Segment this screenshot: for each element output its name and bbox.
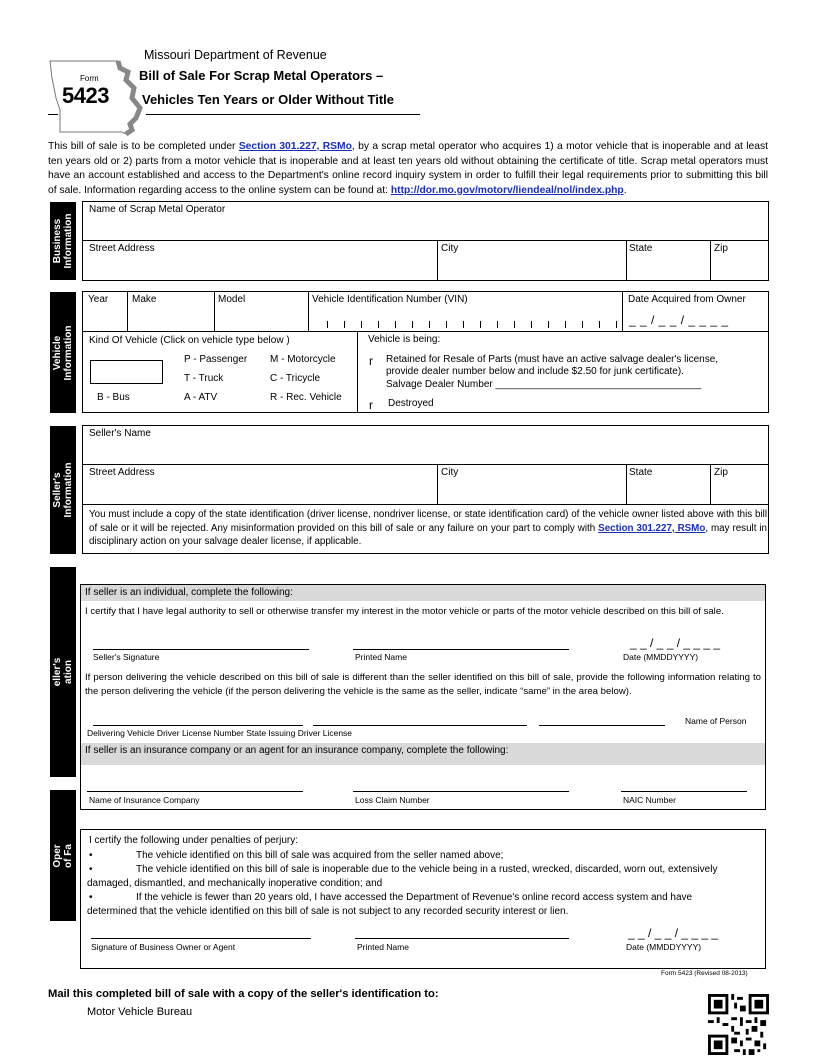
- vin-tick: [395, 321, 396, 328]
- certification-box: [80, 584, 766, 810]
- vin-tick: [327, 321, 328, 328]
- naic-line[interactable]: [621, 791, 747, 792]
- delivery-license-line[interactable]: [93, 725, 303, 726]
- business-info-box: [82, 201, 769, 281]
- operator-item-3a: If the vehicle is fewer than 20 years old, I have accessed the Department of Revenue's online record access system and have: [136, 892, 693, 903]
- retained-text-1: Retained for Resale of Parts (must have an active salvage dealer's license,: [386, 354, 719, 365]
- business-city-field[interactable]: [438, 241, 627, 280]
- type-passenger[interactable]: P - Passenger: [184, 354, 248, 365]
- seller-zip-field[interactable]: [711, 465, 769, 505]
- type-truck[interactable]: T - Truck: [184, 373, 224, 384]
- vehicle-being-area: [358, 332, 769, 412]
- owner-date-label: Date (MMDDYYYY): [626, 942, 702, 952]
- type-bus[interactable]: B - Bus: [97, 392, 130, 403]
- seller-state-field[interactable]: [627, 465, 711, 505]
- year-label: Year: [88, 294, 109, 305]
- seller-bar-label-1: Seller's: [52, 472, 63, 508]
- delivery-labels: Delivering Vehicle Driver License Number State Issuing Driver License: [87, 728, 353, 738]
- delivery-text: If person delivering the vehicle described on this bill of sale is different than the seller identified on this bill of sale, provide the following information relating to the person delivering the vehicle (if the person delivering the vehicle is the same as the seller, indicate “same” in the area below).: [85, 672, 761, 697]
- type-tricycle[interactable]: C - Tricycle: [270, 373, 320, 384]
- naic-label: NAIC Number: [623, 795, 676, 805]
- seller-street-label: Street Address: [89, 467, 155, 478]
- destroyed-radio[interactable]: r: [369, 398, 373, 412]
- individual-header: If seller is an individual, complete the following:: [85, 587, 293, 598]
- model-label: Model: [218, 294, 246, 305]
- department-name: Missouri Department of Revenue: [144, 48, 327, 62]
- bureau-name: Motor Vehicle Bureau: [87, 1006, 193, 1018]
- make-field[interactable]: [128, 292, 215, 332]
- seller-city-field[interactable]: [438, 465, 627, 505]
- destroyed-text: Destroyed: [388, 398, 434, 409]
- business-street-label: Street Address: [89, 243, 155, 254]
- cert-bar-label-2: ation: [63, 660, 74, 684]
- kind-of-vehicle-area: [83, 332, 358, 412]
- bullet-1: •: [89, 850, 93, 861]
- seller-printed-name-label: Printed Name: [355, 652, 407, 662]
- owner-printed-name-line[interactable]: [355, 938, 569, 939]
- vin-tick: [497, 321, 498, 328]
- vin-tick: [480, 321, 481, 328]
- delivery-name-line[interactable]: [539, 725, 665, 726]
- operator-name-label: Name of Scrap Metal Operator: [89, 204, 226, 215]
- loss-claim-label: Loss Claim Number: [355, 795, 430, 805]
- operator-item-2a: The vehicle identified on this bill of sale is inoperable due to the vehicle being in a rusted, wrecked, discarded, worn out, extensively: [136, 864, 718, 875]
- insurance-company-label: Name of Insurance Company: [89, 795, 200, 805]
- seller-name-label: Seller's Name: [89, 428, 151, 439]
- insurance-company-line[interactable]: [87, 791, 303, 792]
- type-motorcycle[interactable]: M - Motorcycle: [270, 354, 336, 365]
- type-rec-vehicle[interactable]: R - Rec. Vehicle: [270, 392, 342, 403]
- intro-text-1: This bill of sale is to be completed under: [48, 141, 239, 152]
- notice-statute-link[interactable]: Section 301.227, RSMo: [598, 522, 706, 534]
- intro-text-3: .: [623, 184, 627, 196]
- seller-section-bar: [50, 426, 76, 554]
- model-field[interactable]: [215, 292, 309, 332]
- vin-tick: [599, 321, 600, 328]
- id-notice-text-1: You must include a copy of the state identification (driver license, nondriver license, or state identification card) of the vehicle owner listed above with this bill of sale or it will be rejected. Any misinformation provided on this bill of sale or any failure on your part to comply with: [89, 509, 767, 534]
- vehicle-section-bar: [50, 292, 76, 413]
- seller-signature-line[interactable]: [93, 649, 309, 650]
- salvage-dealer-number[interactable]: Salvage Dealer Number _____________________________________: [386, 379, 702, 390]
- owner-printed-name-label: Printed Name: [357, 942, 409, 952]
- date-acquired-label: Date Acquired from Owner: [628, 294, 746, 305]
- vehicle-bar-label-1: Vehicle: [52, 335, 63, 370]
- operator-certify-box: [80, 829, 766, 969]
- name-of-person-label: Name of Person: [685, 716, 747, 726]
- business-state-field[interactable]: [627, 241, 711, 280]
- vin-tick: [378, 321, 379, 328]
- seller-state-label: State: [629, 467, 653, 478]
- bullet-3: •: [89, 892, 93, 903]
- seller-info-box: [82, 425, 769, 554]
- operator-bar-label-2: of Fa: [63, 843, 74, 868]
- seller-city-label: City: [441, 467, 459, 478]
- business-zip-field[interactable]: [711, 241, 769, 280]
- seller-bar-label-2: Information: [63, 462, 74, 518]
- vin-tick: [514, 321, 515, 328]
- online-system-link[interactable]: http://dor.mo.gov/motorv/liendeal/nol/index.php: [390, 184, 624, 196]
- owner-date-mask[interactable]: _ _ / _ _ / _ _ _ _: [628, 926, 719, 940]
- vin-field[interactable]: [309, 292, 623, 332]
- operator-bar-label-1: Oper: [52, 843, 63, 868]
- seller-date-label: Date (MMDDYYYY): [623, 652, 699, 662]
- seller-name-field[interactable]: [83, 426, 769, 465]
- operator-item-1: The vehicle identified on this bill of sale was acquired from the seller named above;: [136, 850, 504, 861]
- vin-tick: [361, 321, 362, 328]
- vin-tick: [344, 321, 345, 328]
- vin-tick: [531, 321, 532, 328]
- seller-street-field[interactable]: [83, 465, 438, 505]
- operator-certify-intro: I certify the following under penalties of perjury:: [89, 835, 298, 846]
- seller-signature-label: Seller's Signature: [93, 652, 160, 662]
- business-zip-label: Zip: [714, 243, 728, 254]
- intro-text-2: , by a scrap metal operator who acquires 1) a motor vehicle that is inoperable and at least ten years old or 2) parts from a motor vehicle that is inoperable and at least ten years old without obtaining the certificate of title. Scrap metal operators must have an account established and access to the Department's online record inquiry system in order to fulfill their legal requirements prior to submitting this bill of sale. Information regarding access to the online system can be found at:: [48, 141, 768, 196]
- business-bar-label-2: Information: [63, 213, 74, 269]
- seller-zip-label: Zip: [714, 467, 728, 478]
- business-state-label: State: [629, 243, 653, 254]
- form-label: Form: [80, 74, 99, 83]
- certification-section-bar: [50, 567, 76, 777]
- date-acquired-mask: _ _ / _ _ / _ _ _ _: [629, 313, 729, 327]
- vin-tick: [463, 321, 464, 328]
- vehicle-being-label: Vehicle is being:: [368, 334, 441, 345]
- owner-signature-line[interactable]: [91, 938, 311, 939]
- seller-printed-name-line[interactable]: [353, 649, 569, 650]
- id-notice-text-2: , may result in disciplinary action on your salvage dealer license, if applicable.: [89, 522, 768, 548]
- form-title-line2: Vehicles Ten Years or Older Without Title: [142, 92, 395, 107]
- make-label: Make: [132, 294, 157, 305]
- business-street-field[interactable]: [83, 241, 438, 280]
- year-field[interactable]: [83, 292, 128, 332]
- mail-instruction: Mail this completed bill of sale with a copy of the seller's identification to:: [48, 988, 439, 1000]
- operator-item-2b: damaged, dismantled, and mechanically inoperative condition; and: [87, 878, 383, 889]
- header-left-dash: [48, 114, 58, 115]
- kind-of-vehicle-label: Kind Of Vehicle (Click on vehicle type below ): [89, 335, 290, 346]
- retained-text-2: provide dealer number below and include $2.50 for junk certificate).: [386, 366, 684, 377]
- retained-radio[interactable]: r: [369, 354, 373, 368]
- type-atv[interactable]: A - ATV: [184, 392, 218, 403]
- loss-claim-line[interactable]: [353, 791, 569, 792]
- vin-tick: [548, 321, 549, 328]
- qr-code-icon: [708, 994, 769, 1055]
- vin-tick: [446, 321, 447, 328]
- vin-tick: [412, 321, 413, 328]
- seller-date-mask[interactable]: _ _ / _ _ / _ _ _ _: [630, 636, 721, 650]
- operator-item-3b: determined that the vehicle identified on this bill of sale is not subject to any recorded security interest or lien.: [87, 906, 569, 917]
- form-revision: Form 5423 (Revised 08-2013): [661, 970, 748, 977]
- operator-name-field[interactable]: [83, 202, 769, 241]
- business-section-bar: [50, 202, 76, 280]
- operator-section-bar: [50, 790, 76, 921]
- vin-tick: [565, 321, 566, 328]
- form-title-line1: Bill of Sale For Scrap Metal Operators –: [139, 68, 384, 83]
- vehicle-info-box: [82, 291, 769, 413]
- business-city-label: City: [441, 243, 459, 254]
- header-rule: [146, 114, 420, 115]
- statute-link[interactable]: Section 301.227, RSMo: [238, 141, 352, 152]
- vehicle-type-input[interactable]: [90, 360, 163, 384]
- delivery-state-line[interactable]: [313, 725, 527, 726]
- individual-certify-text: I certify that I have legal authority to sell or otherwise transfer my interest in the motor vehicle or parts of the motor vehicle described on this bill of sale.: [85, 606, 724, 617]
- insurance-header: If seller is an insurance company or an agent for an insurance company, complete the following:: [85, 745, 509, 756]
- bullet-2: •: [89, 864, 93, 875]
- owner-signature-label: Signature of Business Owner or Agent: [91, 942, 236, 952]
- intro-paragraph: [48, 140, 768, 198]
- id-notice: [89, 508, 767, 549]
- form-number: 5423: [62, 83, 109, 108]
- vin-tick: [582, 321, 583, 328]
- vin-tick: [429, 321, 430, 328]
- cert-bar-label-1: eller's: [52, 657, 63, 687]
- vehicle-bar-label-2: Information: [63, 325, 74, 380]
- date-acquired-field[interactable]: [623, 292, 769, 332]
- business-bar-label-1: Business: [52, 218, 63, 264]
- vin-tick: [616, 321, 617, 328]
- vin-label: Vehicle Identification Number (VIN): [312, 294, 468, 305]
